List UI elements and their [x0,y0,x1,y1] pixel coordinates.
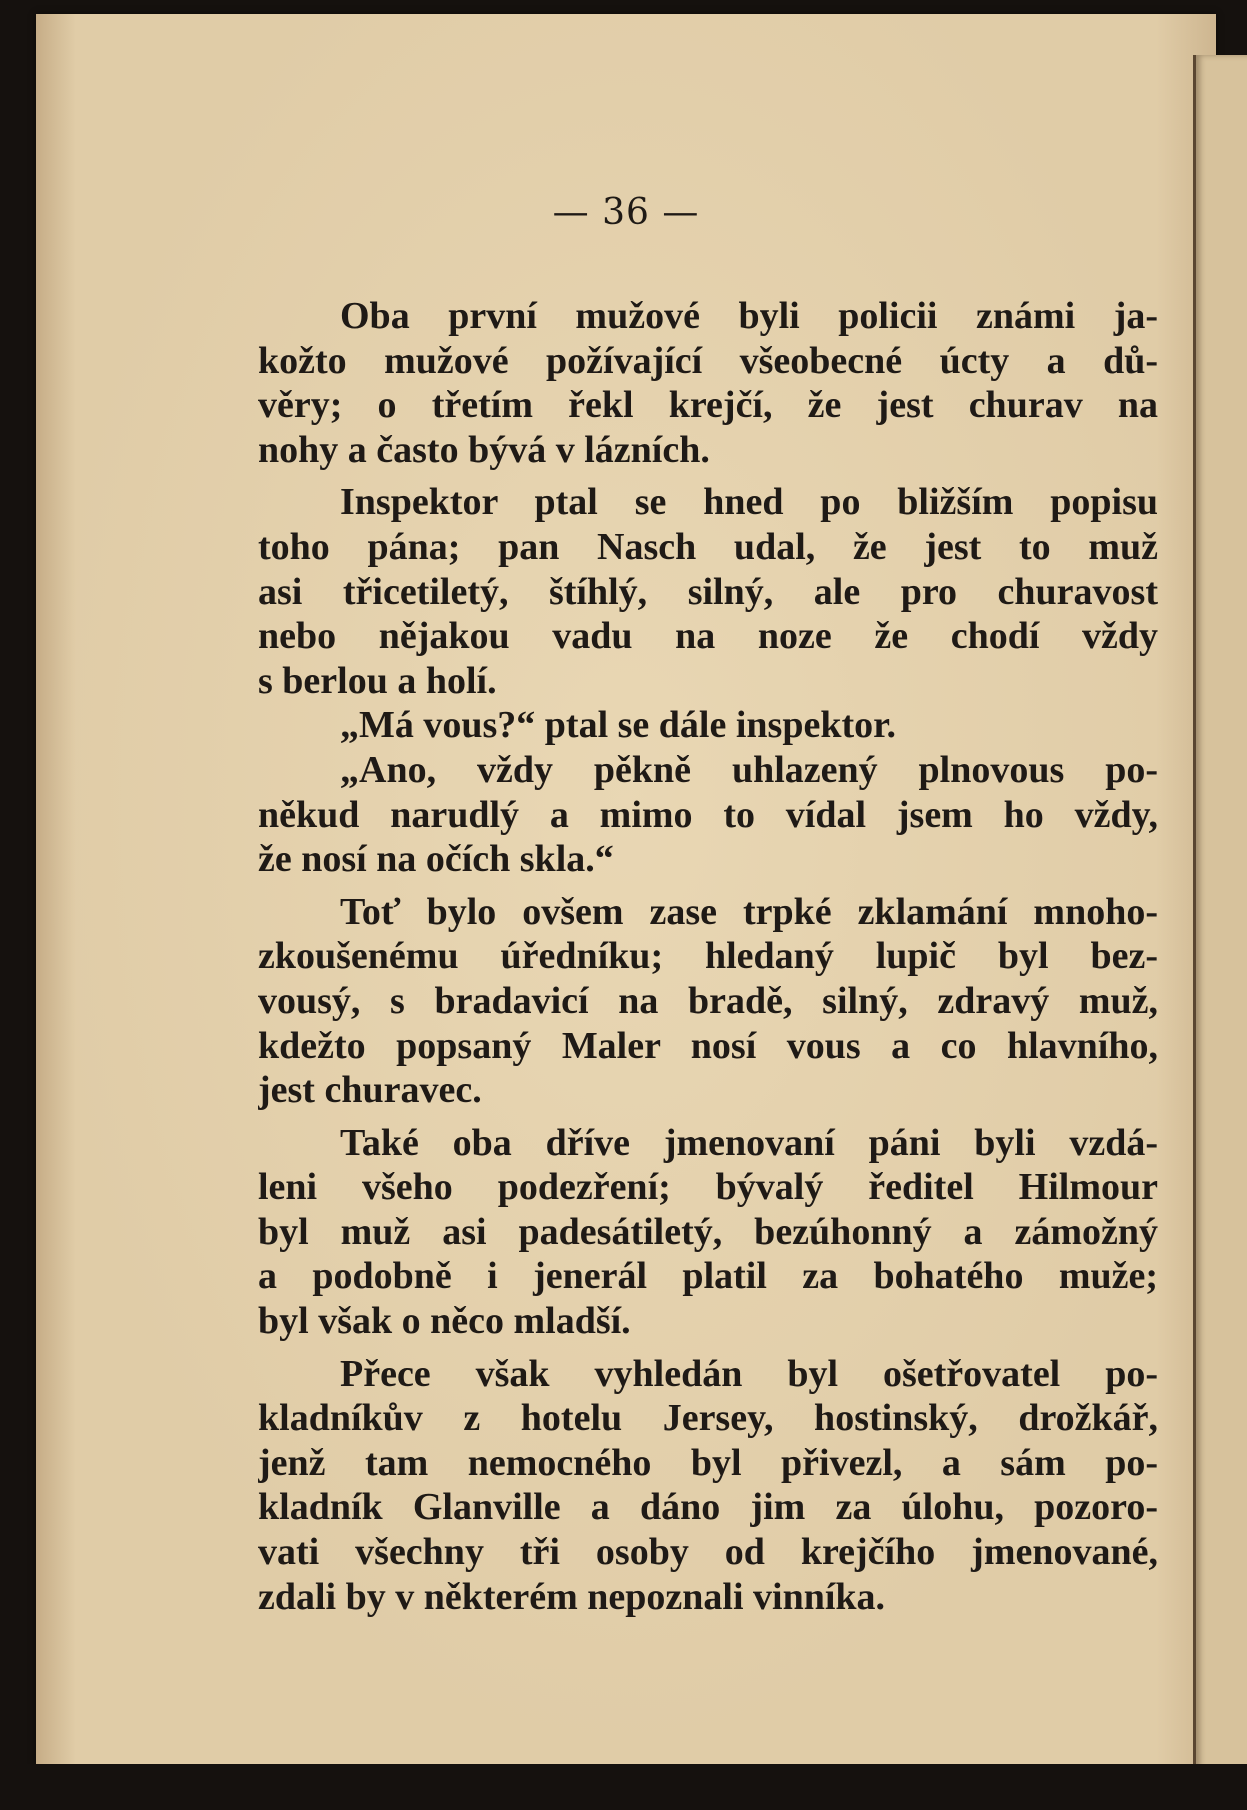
text-line: „Ano, vždy pěkně uhlazený plnovous po- [340,748,1158,791]
text-line: vati všechny tři osoby od krejčího jmenované, [258,1531,1158,1574]
text-line: toho pána; pan Nasch udal, že jest to muž [258,525,1158,568]
page-paper [36,14,1216,1764]
paragraph [258,890,1158,1113]
next-page-edge [1193,55,1247,1810]
text-line: a podobně i jenerál platil za bohatého muže; [258,1255,1158,1298]
text-line: věry; o třetím řekl krejčí, že jest churav na [258,384,1158,427]
text-line: Také oba dříve jmenovaní páni byli vzdá- [340,1121,1158,1164]
text-line: nohy a často bývá v lázních. [258,428,710,471]
text-line: „Má vous?“ ptal se dále inspektor. [340,704,896,747]
scan-bottom-border [0,1764,1247,1810]
paragraph-gap [258,472,1158,480]
paragraph [258,480,1158,703]
text-line: Toť bylo ovšem zase trpké zklamání mnoho- [340,890,1158,933]
text-line: s berlou a holí. [258,659,497,702]
text-line: že nosí na očích skla.“ [258,838,614,881]
text-line: nebo nějakou vadu na noze že chodí vždy [258,615,1158,658]
text-line: kdežto popsaný Maler nosí vous a co hlavního, [258,1024,1158,1067]
paragraph [258,1121,1158,1344]
text-line: kožto mužové požívající všeobecné úcty a dů- [258,339,1158,382]
text-line: jenž tam nemocného byl přivezl, a sám po- [258,1441,1158,1484]
paragraph [258,294,1158,472]
text-line: jest churavec. [258,1069,482,1112]
paragraph [258,1352,1158,1620]
paragraph-gap [258,1113,1158,1121]
body-text [258,294,1158,1619]
text-line: asi třicetiletý, štíhlý, silný, ale pro churavost [258,570,1158,613]
page-number: — 36 — [552,192,700,233]
text-line: byl však o něco mladší. [258,1300,631,1343]
text-line: zdali by v některém nepoznali vinníka. [258,1575,886,1618]
text-line: Přece však vyhledán byl ošetřovatel po- [340,1352,1158,1395]
text-line: někud narudlý a mimo to vídal jsem ho vždy, [258,793,1158,836]
text-line: Oba první mužové byli policii známi ja- [340,295,1158,337]
text-line: byl muž asi padesátiletý, bezúhonný a zámožný [258,1210,1158,1253]
text-line: zkoušenému úředníku; hledaný lupič byl bez- [258,935,1158,978]
paragraph [258,748,1158,882]
text-line: leni všeho podezření; bývalý ředitel Hilmour [258,1166,1158,1209]
text-line: vousý, s bradavicí na bradě, silný, zdravý muž, [258,979,1158,1022]
text-line: kladník Glanville a dáno jim za úlohu, pozoro- [258,1486,1158,1529]
paragraph-gap [258,1344,1158,1352]
text-line: Inspektor ptal se hned po bližším popisu [340,481,1158,524]
paragraph [258,703,1158,748]
paragraph-gap [258,882,1158,890]
text-line: kladníkův z hotelu Jersey, hostinský, drožkář, [258,1397,1158,1440]
